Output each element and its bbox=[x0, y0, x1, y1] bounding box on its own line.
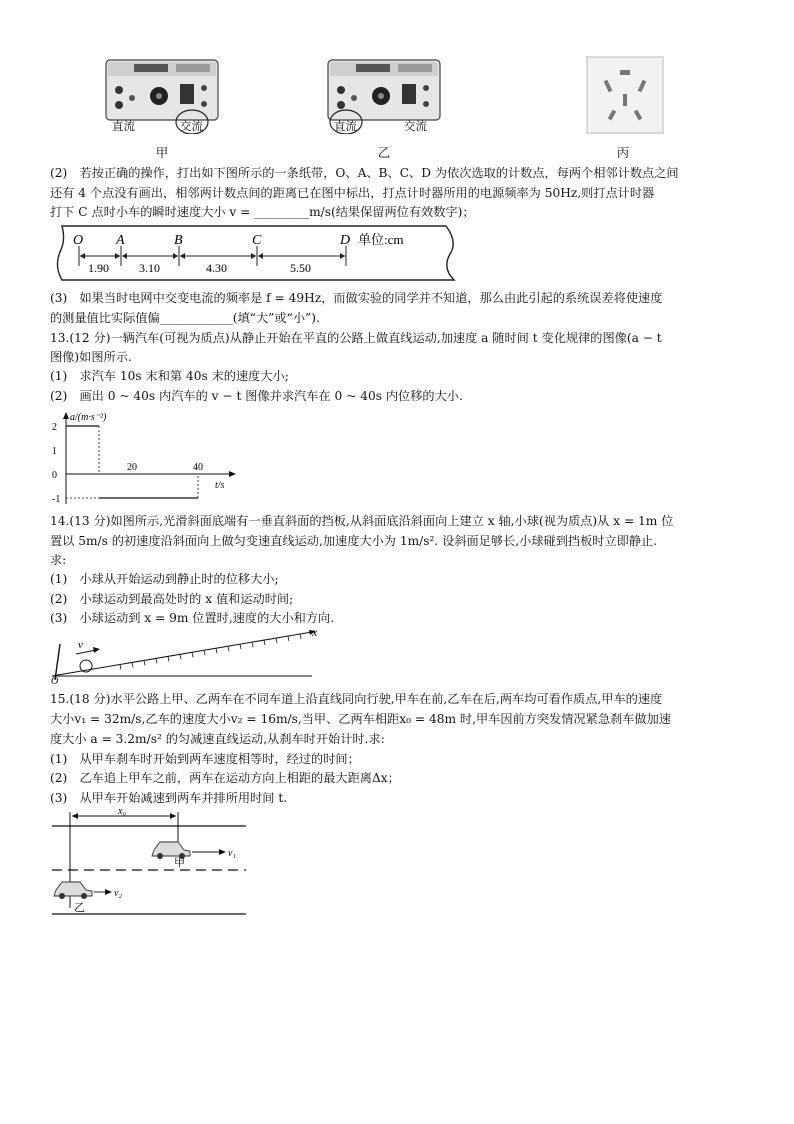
tape-point-b: B bbox=[174, 233, 183, 248]
q14-line4: (1) 小球从开始运动到静止时的位移大小; bbox=[50, 572, 279, 586]
x-axis-label: t/s bbox=[215, 480, 225, 491]
q14-line3: 求: bbox=[50, 553, 67, 567]
ac-label: 交流 bbox=[180, 119, 203, 133]
v1-label: v₁ bbox=[228, 848, 236, 859]
tape-point-c: C bbox=[252, 233, 262, 248]
q15-line3: 度大小 a = 3.2m/s² 的匀减速直线运动,从刹车时开始计时.求: bbox=[50, 732, 385, 746]
road-x0-label: x₀ bbox=[118, 808, 126, 817]
paper-tape-figure bbox=[52, 222, 462, 284]
y-tick-0: 0 bbox=[52, 470, 57, 481]
caption-bing: 丙 bbox=[616, 145, 630, 160]
incline-tick bbox=[168, 656, 169, 661]
q15-line5: (2) 乙车追上甲车之前，两车在运动方向上相距的最大距离Δx； bbox=[50, 771, 400, 785]
tape-segment-cd: 5.50 bbox=[290, 261, 311, 275]
caption-jia: 甲 bbox=[155, 145, 169, 160]
q12-part2-line3: 打下 C 点时小车的瞬时速度大小 v = _________m/s(结果保留两位有效数字)； bbox=[50, 205, 475, 219]
socket-figure-bing bbox=[586, 56, 664, 134]
car-yi bbox=[54, 882, 92, 899]
y-tick-1: 1 bbox=[52, 446, 57, 457]
q15-line1: 15.(18 分)水平公路上甲、乙两车在不同车道上沿直线同向行驶,甲车在前,乙车在后,两车均可看作质点,甲车的速度 bbox=[50, 692, 663, 706]
power-supply-figure-jia bbox=[104, 58, 222, 134]
tape-segment-bc: 4.30 bbox=[206, 261, 227, 275]
x-tick-20: 20 bbox=[127, 462, 137, 473]
v2-label: v₂ bbox=[114, 888, 122, 899]
y-tick-2: 2 bbox=[52, 422, 57, 433]
caption-yi: 乙 bbox=[377, 145, 391, 160]
incline-tick bbox=[276, 638, 277, 643]
incline-tick bbox=[228, 646, 229, 651]
incline-velocity-label: v bbox=[78, 639, 83, 651]
q13-line2: 图像)如图所示. bbox=[50, 350, 132, 364]
q13-line1: 13.(12 分)一辆汽车(可视为质点)从静止开始在平直的公路上做直线运动,加速度 a 随时间 t 变化规律的图像(a − t bbox=[50, 331, 662, 345]
q15-line4: (1) 从甲车刹车时开始到两车速度相等时，经过的时间； bbox=[50, 752, 360, 766]
car-yi-label: 乙 bbox=[74, 902, 85, 914]
q14-line1: 14.(13 分)如图所示,光滑斜面底端有一垂直斜面的挡板,从斜面底沿斜面向上建立 x 轴,小球(视为质点)从 x = 1m 位 bbox=[50, 514, 674, 528]
incline-tick bbox=[192, 652, 193, 657]
tape-point-d: D bbox=[340, 233, 351, 248]
a-t-chart bbox=[50, 410, 240, 506]
incline-tick bbox=[216, 648, 217, 653]
incline-origin-label: O bbox=[51, 676, 59, 684]
q12-part3-line2: 的测量值比实际值偏____________(填“大”或“小”). bbox=[50, 311, 320, 325]
tape-segment-oa: 1.90 bbox=[88, 261, 109, 275]
incline-tick bbox=[180, 654, 181, 659]
incline-figure bbox=[50, 622, 325, 684]
incline-tick bbox=[204, 650, 205, 655]
incline-tick bbox=[120, 664, 121, 669]
q15-line6: (3) 从甲车开始减速到两车并排所用时间 t. bbox=[50, 791, 288, 805]
dc-label: 直流 bbox=[112, 119, 135, 133]
incline-tick bbox=[156, 658, 157, 663]
ac-label: 交流 bbox=[404, 119, 427, 133]
incline-tick bbox=[288, 636, 289, 641]
q14-line6: (3) 小球运动到 x = 9m 位置时,速度的大小和方向. bbox=[50, 611, 335, 625]
q12-part2-line1: (2) 若按正确的操作，打出如下图所示的一条纸带，O、A、B、C、D 为依次选取的计数点，每两个相邻计数点之间 bbox=[50, 166, 679, 180]
tape-point-a: A bbox=[116, 233, 125, 248]
dc-label: 直流 bbox=[334, 119, 357, 133]
incline-tick bbox=[264, 640, 265, 645]
y-tick--1: -1 bbox=[52, 494, 61, 505]
incline-axis-label: x bbox=[312, 625, 318, 639]
tape-point-o: O bbox=[73, 233, 84, 248]
power-supply-figure-yi bbox=[326, 58, 444, 134]
tape-segment-ab: 3.10 bbox=[139, 261, 160, 275]
q14-line2: 置以 5m/s 的初速度沿斜面向上做匀变速直线运动,加速度大小为 1m/s². 设斜面足够长,小球碰到挡板时立即静止. bbox=[50, 534, 658, 548]
q12-part2-line2: 还有 4 个点没有画出，相邻两计数点间的距离已在图中标出，打点计时器所用的电源频率为 50Hz,则打点计时器 bbox=[50, 186, 655, 200]
road-figure bbox=[50, 808, 250, 920]
incline-tick bbox=[300, 634, 301, 639]
incline-tick bbox=[252, 642, 253, 647]
q14-line5: (2) 小球运动到最高处时的 x 值和运动时间; bbox=[50, 592, 294, 606]
q13-line3: (1) 求汽车 10s 末和第 40s 末的速度大小; bbox=[50, 369, 289, 383]
incline-tick bbox=[132, 662, 133, 667]
q13-line4: (2) 画出 0 ~ 40s 内汽车的 v − t 图像并求汽车在 0 ~ 40s 内位移的大小. bbox=[50, 389, 463, 403]
incline-tick bbox=[240, 644, 241, 649]
q12-part3-line1: (3) 如果当时电网中交变电流的频率是 f = 49Hz，而做实验的同学并不知道，那么由此引起的系统误差将使速度 bbox=[50, 291, 663, 305]
q15-line2: 大小v₁ = 32m/s,乙车的速度大小v₂ = 16m/s,当甲、乙两车相距x₀ = 48m 时,甲车因前方突发情况紧急刹车做加速 bbox=[50, 712, 671, 726]
x-tick-40: 40 bbox=[193, 462, 203, 473]
car-jia-label: 甲 bbox=[174, 857, 185, 869]
y-axis-label: a/(m·s⁻²) bbox=[70, 412, 107, 423]
tape-unit: 单位:cm bbox=[358, 232, 404, 247]
incline-tick bbox=[144, 660, 145, 665]
